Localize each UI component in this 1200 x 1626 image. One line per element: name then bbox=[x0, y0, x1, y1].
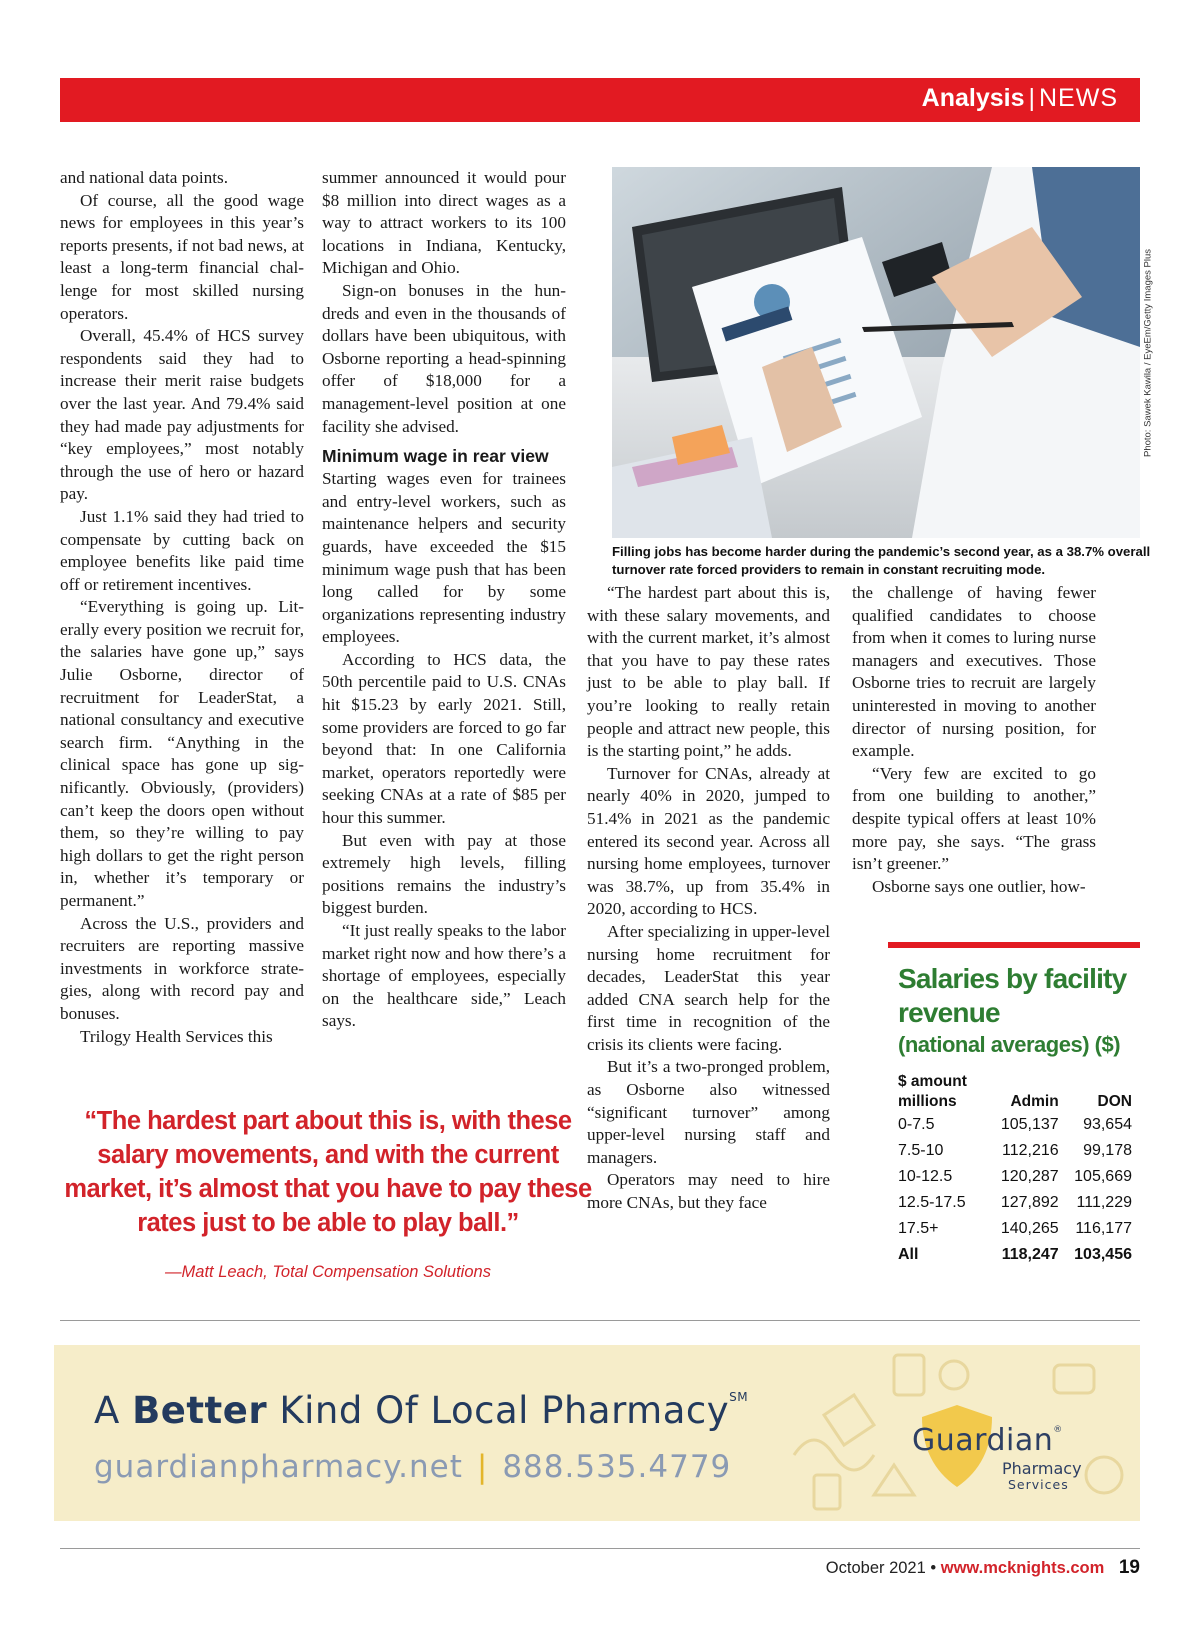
table-header-row bbox=[898, 1072, 1132, 1112]
section-separator: | bbox=[1028, 84, 1035, 112]
table-row bbox=[898, 1242, 1132, 1268]
logo-pharmacy: Pharmacy bbox=[1002, 1459, 1082, 1478]
paragraph: Starting wages even for trainees and entry-level workers, such as maintenance helpers and security guards, have exceeded the $15 minimum wage push that has been long called for by some organizations representing industry employees. bbox=[322, 469, 566, 647]
table-row bbox=[898, 1112, 1132, 1138]
paragraph: “It just really speaks to the labor market right now and how there’s a shortage of employees, especially on the healthcare side,” Leach says. bbox=[322, 921, 566, 1031]
ad-website-link[interactable]: guardianpharmacy.net bbox=[94, 1449, 463, 1485]
paragraph: Turnover for CNAs, already at nearly 40% in 2020, jumped to 51.4% in 2021 as the pandemic entered its second year. Across all nursing home employees, turnover was 38.7%, up from 35.4% in 2020, according to HCS. bbox=[587, 763, 830, 919]
footer-rule bbox=[60, 1548, 1140, 1549]
paragraph: Osborne says one outlier, how- bbox=[872, 876, 1086, 896]
section-heading: Minimum wage in rear view bbox=[322, 446, 549, 467]
section-label bbox=[922, 84, 1118, 113]
logo-registered-mark: ® bbox=[1053, 1425, 1063, 1435]
footer-date: October 2021 bbox=[825, 1559, 926, 1577]
table-cell-admin: 120,287 bbox=[1000, 1168, 1059, 1185]
ad-contact[interactable] bbox=[94, 1449, 731, 1485]
column-header-admin: Admin bbox=[1010, 1093, 1059, 1110]
article-column-4 bbox=[852, 582, 1096, 898]
table-cell-range: 0-7.5 bbox=[898, 1116, 935, 1133]
photo-credit: Photo: Sawek Kawila / EyeEm/Getty Images Plus bbox=[1142, 248, 1154, 457]
table-cell-range: All bbox=[898, 1246, 919, 1263]
logo-wordmark: Guardian bbox=[912, 1423, 1054, 1458]
paragraph: Across the U.S., providers and recruiters are reporting massive investments in workforce strategies, along with record pay and bonuses. bbox=[60, 913, 304, 1023]
ad-divider: | bbox=[476, 1449, 489, 1485]
page-number: 19 bbox=[1118, 1557, 1140, 1578]
pull-quote-attribution: —Matt Leach, Total Compensation Solutions bbox=[165, 1263, 491, 1281]
sidebar-title: Salaries by facility revenue bbox=[898, 963, 1127, 1028]
table-cell-don: 116,177 bbox=[1075, 1220, 1132, 1237]
paragraph: But even with pay at those extremely high levels, filling positions remains the industry’s biggest burden. bbox=[322, 830, 566, 918]
paragraph: the challenge of having fewer qualified candidates to choose from when it comes to luring nurse managers and executives. Those Osborne tries to recruit are largely uninterested in moving to another director of nursing position, for example. bbox=[852, 583, 1096, 761]
paragraph: Of course, all the good wage news for employees in this year’s reports presents, if not bad news, at least a long-term financial challenge for most skilled nursing operators. bbox=[60, 190, 304, 323]
section-category: NEWS bbox=[1039, 84, 1118, 112]
table-cell-don: 105,669 bbox=[1074, 1168, 1132, 1185]
footer-bullet: • bbox=[930, 1559, 937, 1577]
ad-headline: A Better Kind Of Local Pharmacy℠ bbox=[94, 1389, 749, 1432]
paragraph: Operators may need to hire more CNAs, but they face bbox=[587, 1170, 830, 1213]
paragraph: Trilogy Health Services this bbox=[80, 1026, 273, 1046]
table-cell-admin: 118,247 bbox=[1001, 1246, 1059, 1263]
page-footer bbox=[826, 1557, 1140, 1579]
section-name: Analysis bbox=[921, 84, 1025, 112]
column-header-amount: $ amount millions bbox=[898, 1073, 967, 1110]
table-cell-admin: 112,216 bbox=[1002, 1142, 1059, 1159]
table-cell-admin: 105,137 bbox=[1000, 1116, 1059, 1133]
paragraph: Just 1.1% said they had tried to compensate by cutting back on employee benefits like paid time off or retirement incentives. bbox=[60, 506, 304, 594]
table-cell-range: 17.5+ bbox=[898, 1220, 939, 1237]
sidebar-top-rule bbox=[888, 942, 1140, 948]
logo-services: Services bbox=[1008, 1477, 1069, 1492]
footer-url[interactable]: www.mcknights.com bbox=[940, 1559, 1105, 1577]
section-header-bar bbox=[60, 78, 1140, 122]
table-row bbox=[898, 1216, 1132, 1242]
article-column-3 bbox=[587, 582, 830, 1215]
photo-illustration bbox=[612, 167, 1140, 538]
paragraph: “The hardest part about this is, with these salary movements, and with the current market, it’s almost that you have to pay these rates just to be able to play ball. If you’re looking to really retain people and attract new people, this is the starting point,” he adds. bbox=[587, 583, 830, 761]
paragraph: “Everything is going up. Literally every position we recruit for, the salaries have gone up,” says Julie Osborne, director of recruitment for LeaderStat, a national consultancy and executive search firm. “Anything in the clinical space has gone up significantly. Obviously, (providers) can’t keep the doors open without them, so they’re willing to pay high dollars to get the right person in, whether it’s temporary or permanent.” bbox=[60, 597, 304, 910]
article-column-1 bbox=[60, 167, 304, 1048]
table-cell-range: 12.5-17.5 bbox=[898, 1194, 966, 1211]
table-row bbox=[898, 1138, 1132, 1164]
table-row bbox=[898, 1190, 1132, 1216]
paragraph: According to HCS data, the 50th percentile paid to U.S. CNAs hit $15.23 by early 2021. Still, some providers are forced to go far beyond that: In one California market, operators reportedly were seeking CNAs at a rate of $85 per hour this summer. bbox=[322, 649, 566, 828]
table-cell-admin: 140,265 bbox=[1000, 1220, 1059, 1237]
article-column-2 bbox=[322, 167, 566, 1033]
paragraph: Sign-on bonuses in the hundreds and even in the thousands of dollars have been ubiquitous, with Osborne reporting a head-spinning offer of $18,000 for a management-level position at one facility she advised. bbox=[322, 280, 566, 436]
table-cell-don: 99,178 bbox=[1083, 1142, 1132, 1159]
table-cell-don: 93,654 bbox=[1083, 1116, 1132, 1133]
pharmacy-advertisement[interactable] bbox=[54, 1345, 1140, 1521]
photo-caption: Filling jobs has become harder during the pandemic’s second year, as a 38.7% overall turnover rate forced providers to remain in constant recruiting mode. bbox=[612, 544, 1151, 577]
ad-phone[interactable]: 888.535.4779 bbox=[502, 1449, 732, 1485]
table-cell-admin: 127,892 bbox=[1000, 1194, 1059, 1211]
paragraph: summer announced it would pour $8 million into direct wages as a way to attract workers to its 100 locations in Indiana, Kentucky, Michigan and Ohio. bbox=[322, 168, 566, 278]
table-cell-don: 111,229 bbox=[1076, 1194, 1132, 1211]
salary-table bbox=[898, 1072, 1132, 1268]
pull-quote: “The hardest part about this is, with these salary movements, and with the current market, it’s almost that you have to pay these rates just to be able to play ball.” bbox=[64, 1107, 592, 1237]
ad-top-rule bbox=[60, 1320, 1140, 1321]
guardian-pharmacy-logo bbox=[906, 1401, 1106, 1492]
article-photo bbox=[612, 167, 1140, 538]
table-cell-range: 7.5-10 bbox=[898, 1142, 944, 1159]
paragraph: and national data points. bbox=[60, 168, 229, 187]
sidebar-subtitle: (national averages) ($) bbox=[898, 1032, 1121, 1057]
table-cell-don: 103,456 bbox=[1074, 1246, 1132, 1263]
column-header-don: DON bbox=[1097, 1093, 1132, 1110]
paragraph: After specializing in upper-level nursing home recruitment for decades, LeaderStat this year added CNA search help for the first time in recognition of the crisis its clients were facing. bbox=[587, 921, 830, 1054]
paragraph: “Very few are excited to go from one building to another,” despite typical offers at least 10% more pay, she says. “The grass isn’t greener.” bbox=[852, 763, 1096, 874]
paragraph: Overall, 45.4% of HCS survey respondents said they had to increase their merit raise budgets over the last year. And 79.4% said they had made pay adjustments for “key employees,” most notably through the use of hero or hazard pay. bbox=[60, 326, 304, 504]
table-row bbox=[898, 1164, 1132, 1190]
paragraph: But it’s a two-pronged problem, as Osborne also witnessed “significant turnover” among upper-level nursing staff and managers. bbox=[587, 1057, 830, 1167]
table-cell-range: 10-12.5 bbox=[898, 1168, 953, 1185]
